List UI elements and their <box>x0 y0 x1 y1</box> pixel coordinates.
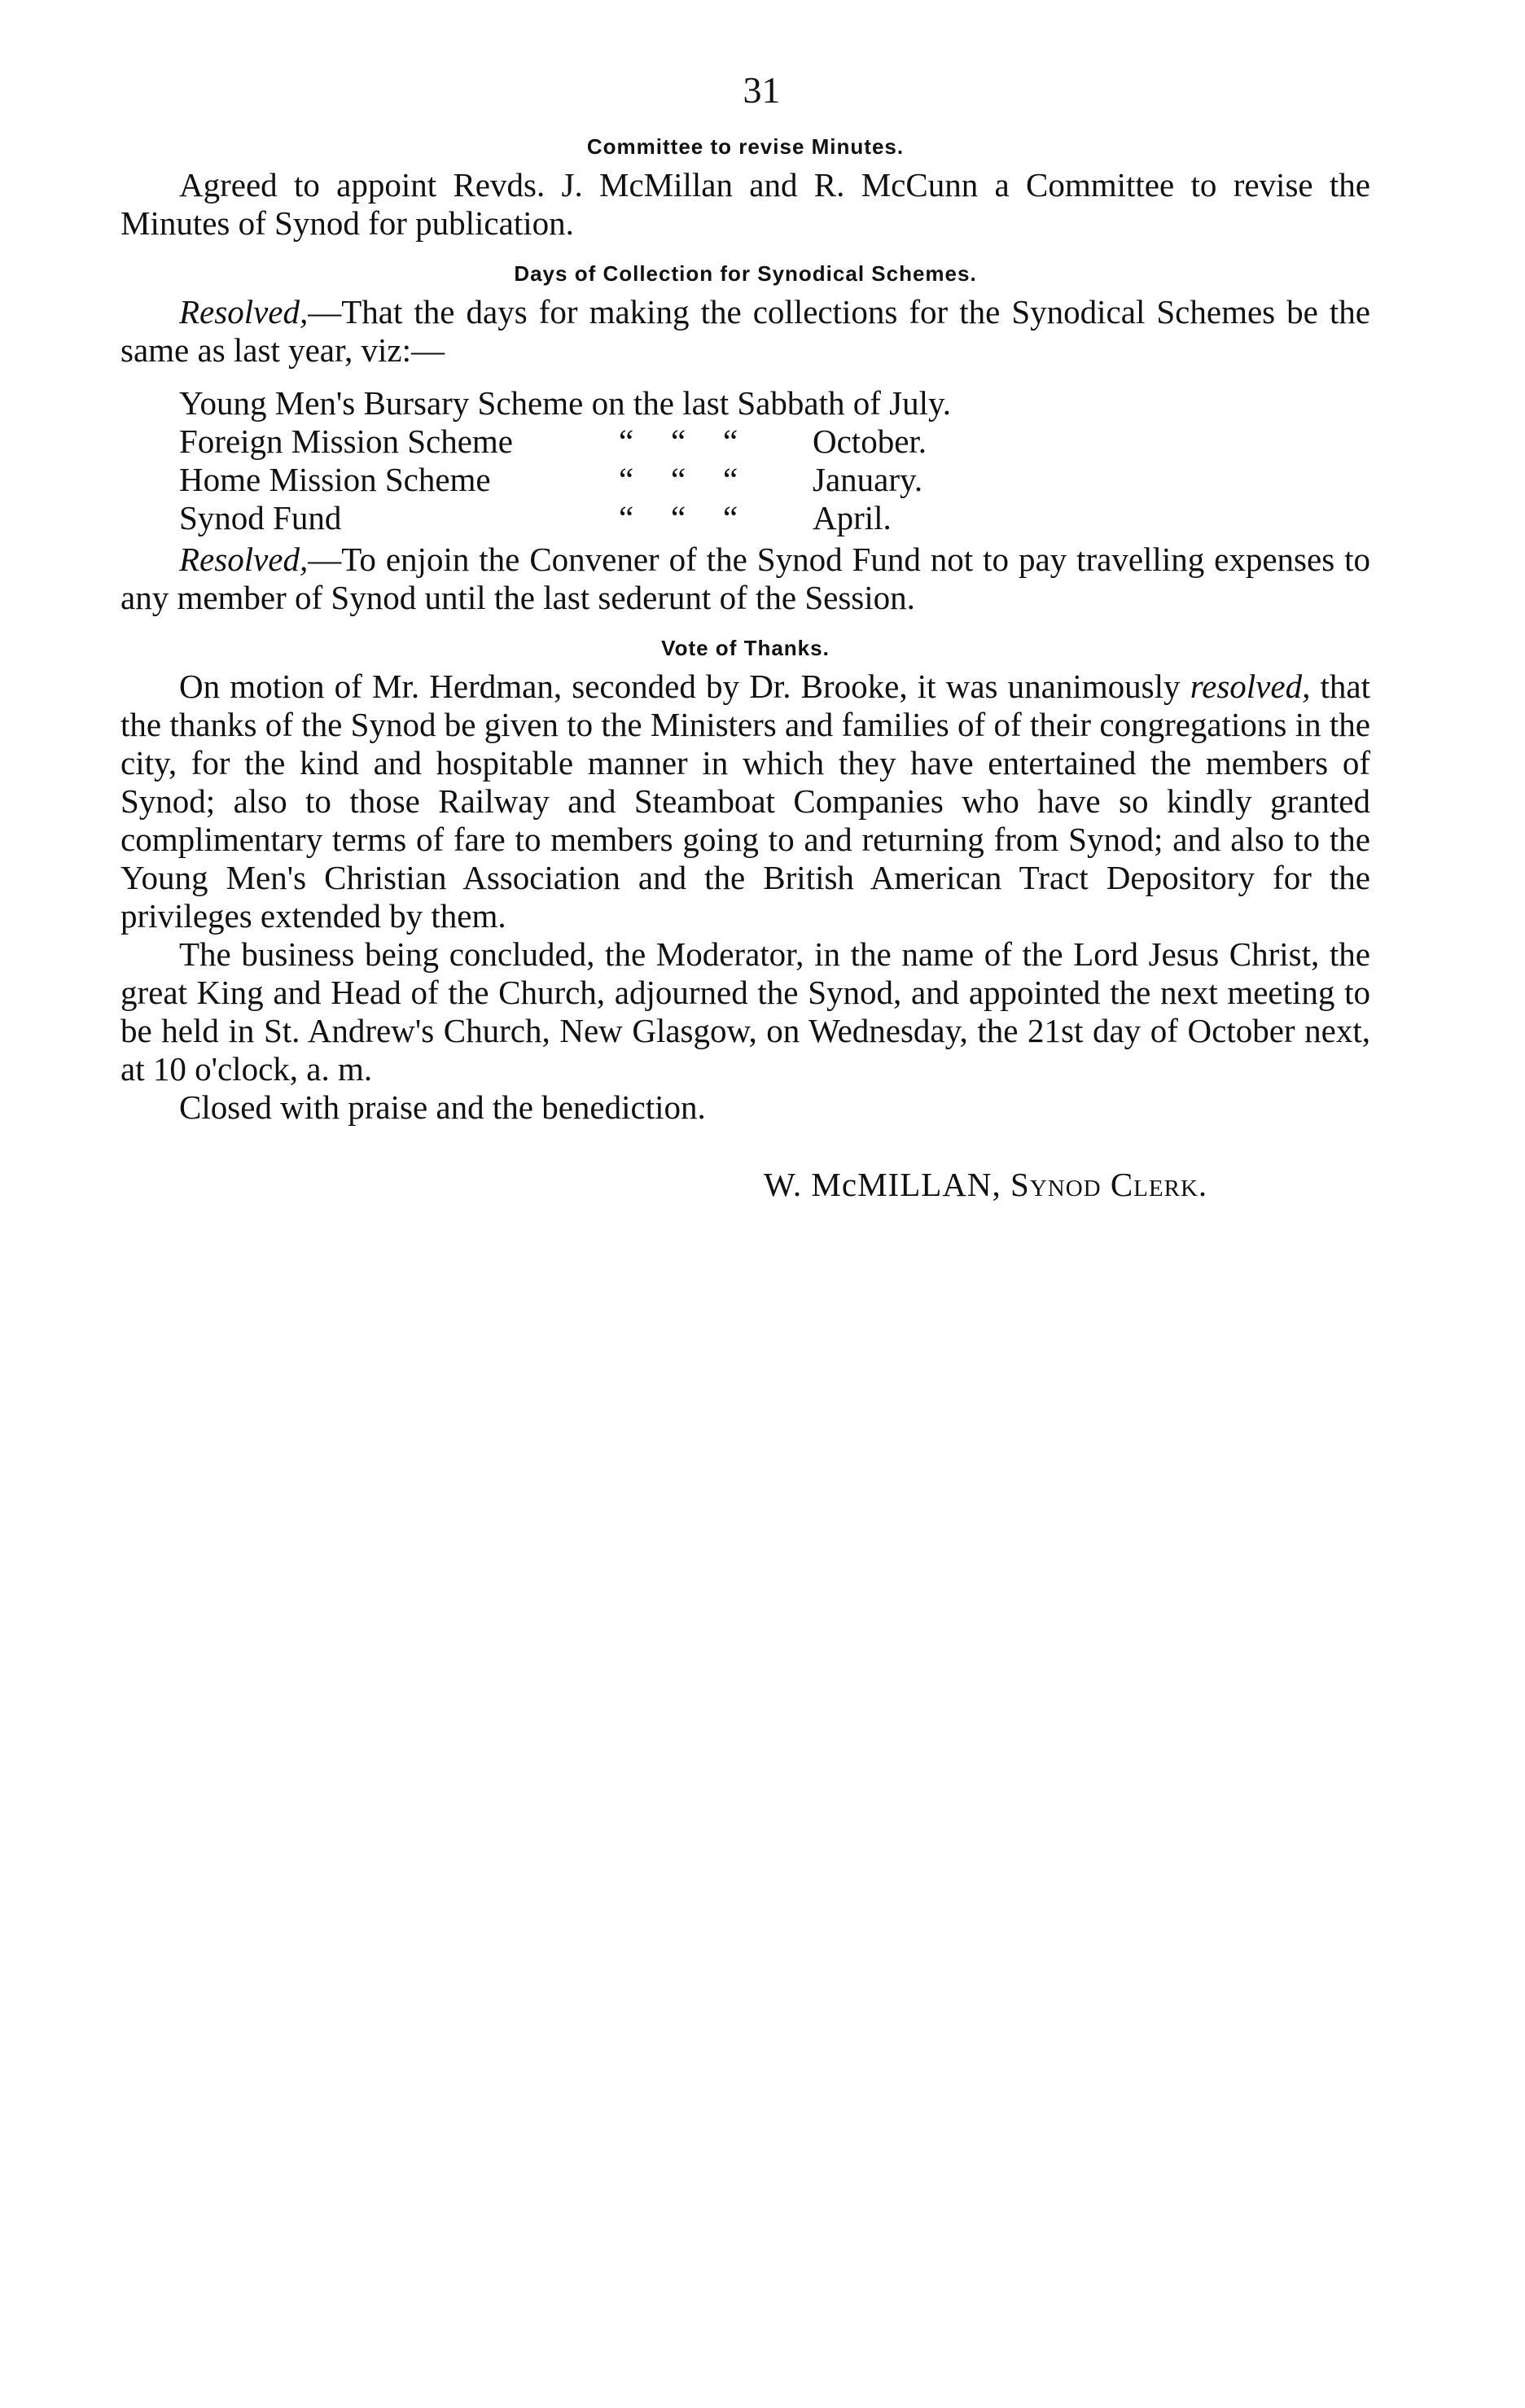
page-number: 31 <box>743 69 781 111</box>
resolved-label: Resolved, <box>179 293 309 331</box>
heading-committee-minutes: Committee to revise Minutes. <box>586 134 905 159</box>
schedule-scheme: Foreign Mission Scheme <box>179 422 513 460</box>
ditto-mark: “ <box>671 422 686 460</box>
resolution-text: —To enjoin the Convener of the Synod Fund not to pay travelling expenses to any member of Synod until the last sederunt of the Session. <box>121 541 1370 616</box>
ditto-mark: “ <box>723 461 738 498</box>
signature-name: W. McMILLAN, <box>764 1166 1001 1203</box>
ditto-mark: “ <box>723 499 738 536</box>
thanks-text-rest: that the thanks of the Synod be given to the Ministers and families of of their congregations in the city, for the kind and hospitable manner in which they have entertained the members of Synod; also to those Railway and Steamboat Companies who have so kindly granted complimentary terms of fare to members going to and returning from Synod; and also to the Young Men's Christian Association and the British American Tract Depository for the privileges extended by them. <box>121 668 1370 935</box>
schedule-row <box>179 461 1370 499</box>
schedule-row-bursary: Young Men's Bursary Scheme on the last Sabbath of July. <box>179 384 952 422</box>
schedule-scheme: Home Mission Scheme <box>179 461 491 498</box>
document-page <box>121 65 1370 1204</box>
ditto-mark: “ <box>619 422 634 460</box>
schedule-month: October. <box>813 422 927 460</box>
collection-schedule <box>179 384 1370 537</box>
signature <box>121 1166 1370 1204</box>
schedule-row <box>179 499 1370 537</box>
schedule-month: April. <box>813 499 892 536</box>
ditto-mark: “ <box>723 422 738 460</box>
heading-vote-of-thanks: Vote of Thanks. <box>661 636 830 660</box>
paragraph-resolution-convener <box>121 541 1370 617</box>
paragraph-vote-of-thanks <box>121 668 1370 935</box>
paragraph-closing: Closed with praise and the benediction. <box>179 1088 706 1126</box>
ditto-mark: “ <box>619 461 634 498</box>
resolution-text: —That the days for making the collections for the Synodical Schemes be the same as last year, viz:— <box>121 293 1370 369</box>
paragraph-resolution-days <box>121 293 1370 370</box>
ditto-mark: “ <box>671 461 686 498</box>
paragraph-adjournment: The business being concluded, the Moderator, in the name of the Lord Jesus Christ, the great King and Head of the Church, adjourned the Synod, and appointed the next meeting to be held in St. Andrew's Church, New Glasgow, on Wednesday, the 21st day of October next, at 10 o'clock, a. m. <box>121 935 1370 1088</box>
resolved-italic: resolved, <box>1190 668 1311 705</box>
paragraph-committee-minutes: Agreed to appoint Revds. J. McMillan and R. McCunn a Committee to revise the Minutes of Synod for publication. <box>121 166 1370 242</box>
schedule-month: January. <box>813 461 923 498</box>
schedule-row <box>179 422 1370 461</box>
thanks-text-start: On motion of Mr. Herdman, seconded by Dr. Brooke, it was unanimously <box>179 668 1190 705</box>
schedule-scheme: Synod Fund <box>179 499 342 536</box>
heading-days-of-collection: Days of Collection for Synodical Schemes. <box>514 261 977 286</box>
resolved-label: Resolved, <box>179 541 309 578</box>
ditto-mark: “ <box>619 499 634 536</box>
ditto-mark: “ <box>671 499 686 536</box>
signature-title: Synod Clerk. <box>1010 1166 1208 1203</box>
